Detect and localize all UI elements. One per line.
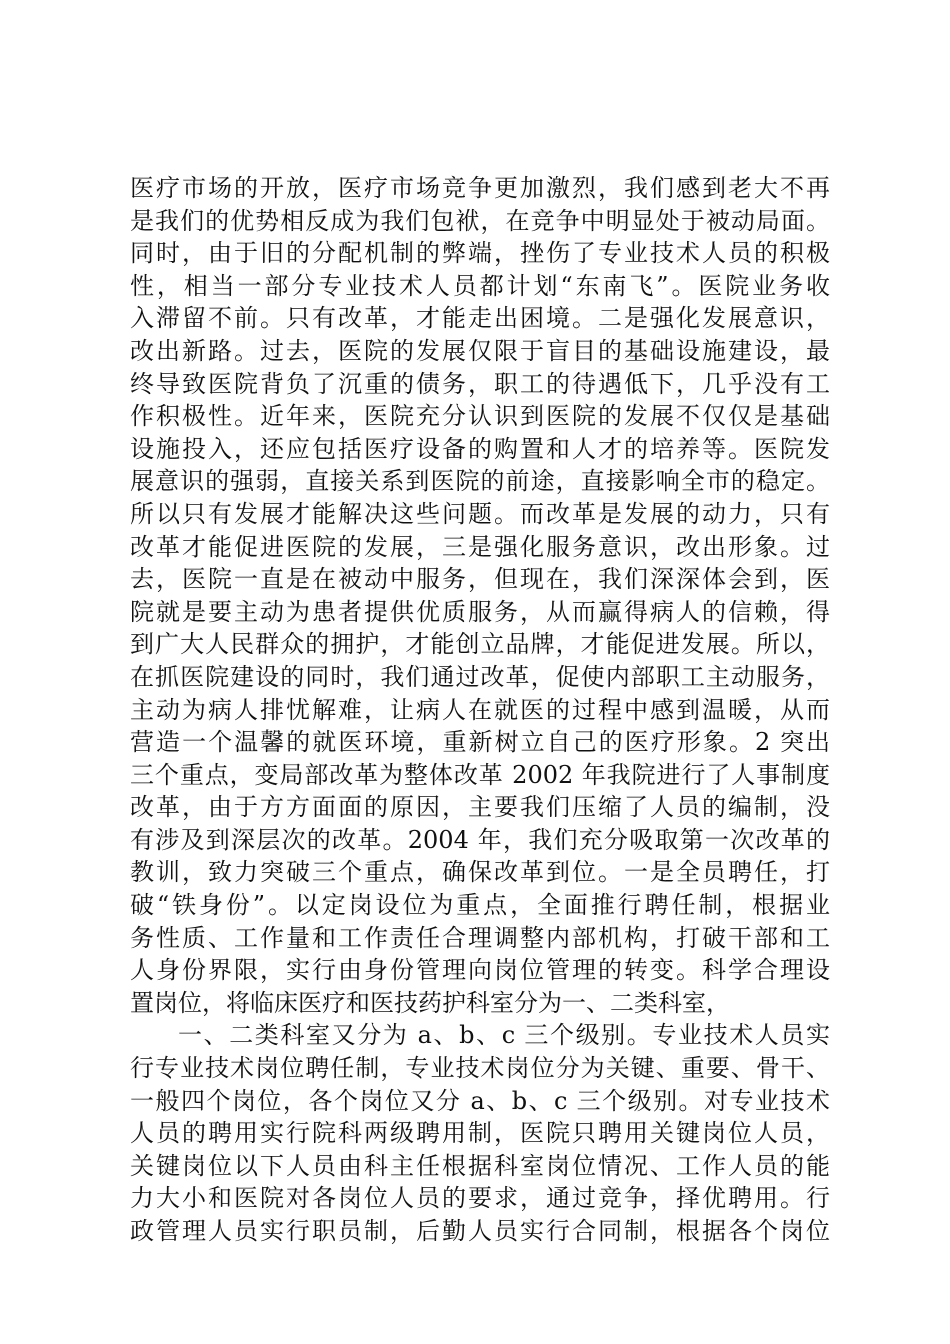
- text-line: 改出新路。过去，医院的发展仅限于盲目的基础设施建设，最: [130, 336, 830, 365]
- text-line: 入滞留不前。只有改革，才能走出困境。二是强化发展意识，: [130, 304, 830, 333]
- text-line: 院就是要主动为患者提供优质服务，从而赢得病人的信赖，得: [130, 597, 830, 626]
- text-line: 是我们的优势相反成为我们包袱，在竞争中明显处于被动局面。: [130, 206, 830, 235]
- text-line: 同时，由于旧的分配机制的弊端，挫伤了专业技术人员的积极: [130, 239, 830, 268]
- text-line: 所以只有发展才能解决这些问题。而改革是发展的动力，只有: [130, 499, 830, 528]
- text-line: 力大小和医院对各岗位人员的要求，通过竞争，择优聘用。行: [130, 1184, 830, 1213]
- text-line: 性，相当一部分专业技术人员都计划“东南飞”。医院业务收: [130, 271, 830, 300]
- text-line: 改革，由于方方面面的原因，主要我们压缩了人员的编制，没: [130, 793, 830, 822]
- text-line: 一般四个岗位，各个岗位又分 a、b、c 三个级别。对专业技术: [130, 1086, 830, 1115]
- text-line: 在抓医院建设的同时，我们通过改革，促使内部职工主动服务，: [130, 662, 830, 691]
- text-line: 人员的聘用实行院科两级聘用制，医院只聘用关键岗位人员，: [130, 1119, 830, 1148]
- body-text: [130, 172, 830, 1248]
- text-line: 有涉及到深层次的改革。2004 年，我们充分吸取第一次改革的: [130, 825, 830, 854]
- text-line: 展意识的强弱，直接关系到医院的前途，直接影响全市的稳定。: [130, 467, 830, 496]
- text-line: 行专业技术岗位聘任制，专业技术岗位分为关键、重要、骨干、: [130, 1054, 830, 1083]
- text-line: 置岗位，将临床医疗和医技药护科室分为一、二类科室，: [130, 988, 730, 1017]
- text-line: 营造一个温馨的就医环境，重新树立自己的医疗形象。2 突出: [130, 728, 830, 757]
- text-line: 三个重点，变局部改革为整体改革 2002 年我院进行了人事制度: [130, 760, 830, 789]
- paragraph-first-line: 一、二类科室又分为 a、b、c 三个级别。专业技术人员实: [178, 1021, 830, 1050]
- text-line: 教训，致力突破三个重点，确保改革到位。一是全员聘任，打: [130, 858, 830, 887]
- text-line: 到广大人民群众的拥护，才能创立品牌，才能促进发展。所以，: [130, 630, 830, 659]
- text-line: 医疗市场的开放，医疗市场竞争更加激烈，我们感到老大不再: [130, 174, 830, 202]
- text-line: 终导致医院背负了沉重的债务，职工的待遇低下，几乎没有工: [130, 369, 830, 398]
- text-line: 政管理人员实行职员制，后勤人员实行合同制，根据各个岗位: [130, 1217, 830, 1245]
- text-line: 设施投入，还应包括医疗设备的购置和人才的培养等。医院发: [130, 434, 830, 463]
- text-line: 关键岗位以下人员由科主任根据科室岗位情况、工作人员的能: [130, 1151, 830, 1180]
- text-line: 主动为病人排忧解难，让病人在就医的过程中感到温暖，从而: [130, 695, 830, 724]
- text-line: 作积极性。近年来，医院充分认识到医院的发展不仅仅是基础: [130, 402, 830, 431]
- text-line: 人身份界限，实行由身份管理向岗位管理的转变。科学合理设: [130, 956, 830, 985]
- text-line: 务性质、工作量和工作责任合理调整内部机构，打破干部和工: [130, 923, 830, 952]
- text-line: 破“铁身份”。以定岗设位为重点，全面推行聘任制，根据业: [130, 891, 830, 920]
- text-line: 改革才能促进医院的发展，三是强化服务意识，改出形象。过: [130, 532, 830, 561]
- text-line: 去，医院一直是在被动中服务，但现在，我们深深体会到，医: [130, 565, 830, 594]
